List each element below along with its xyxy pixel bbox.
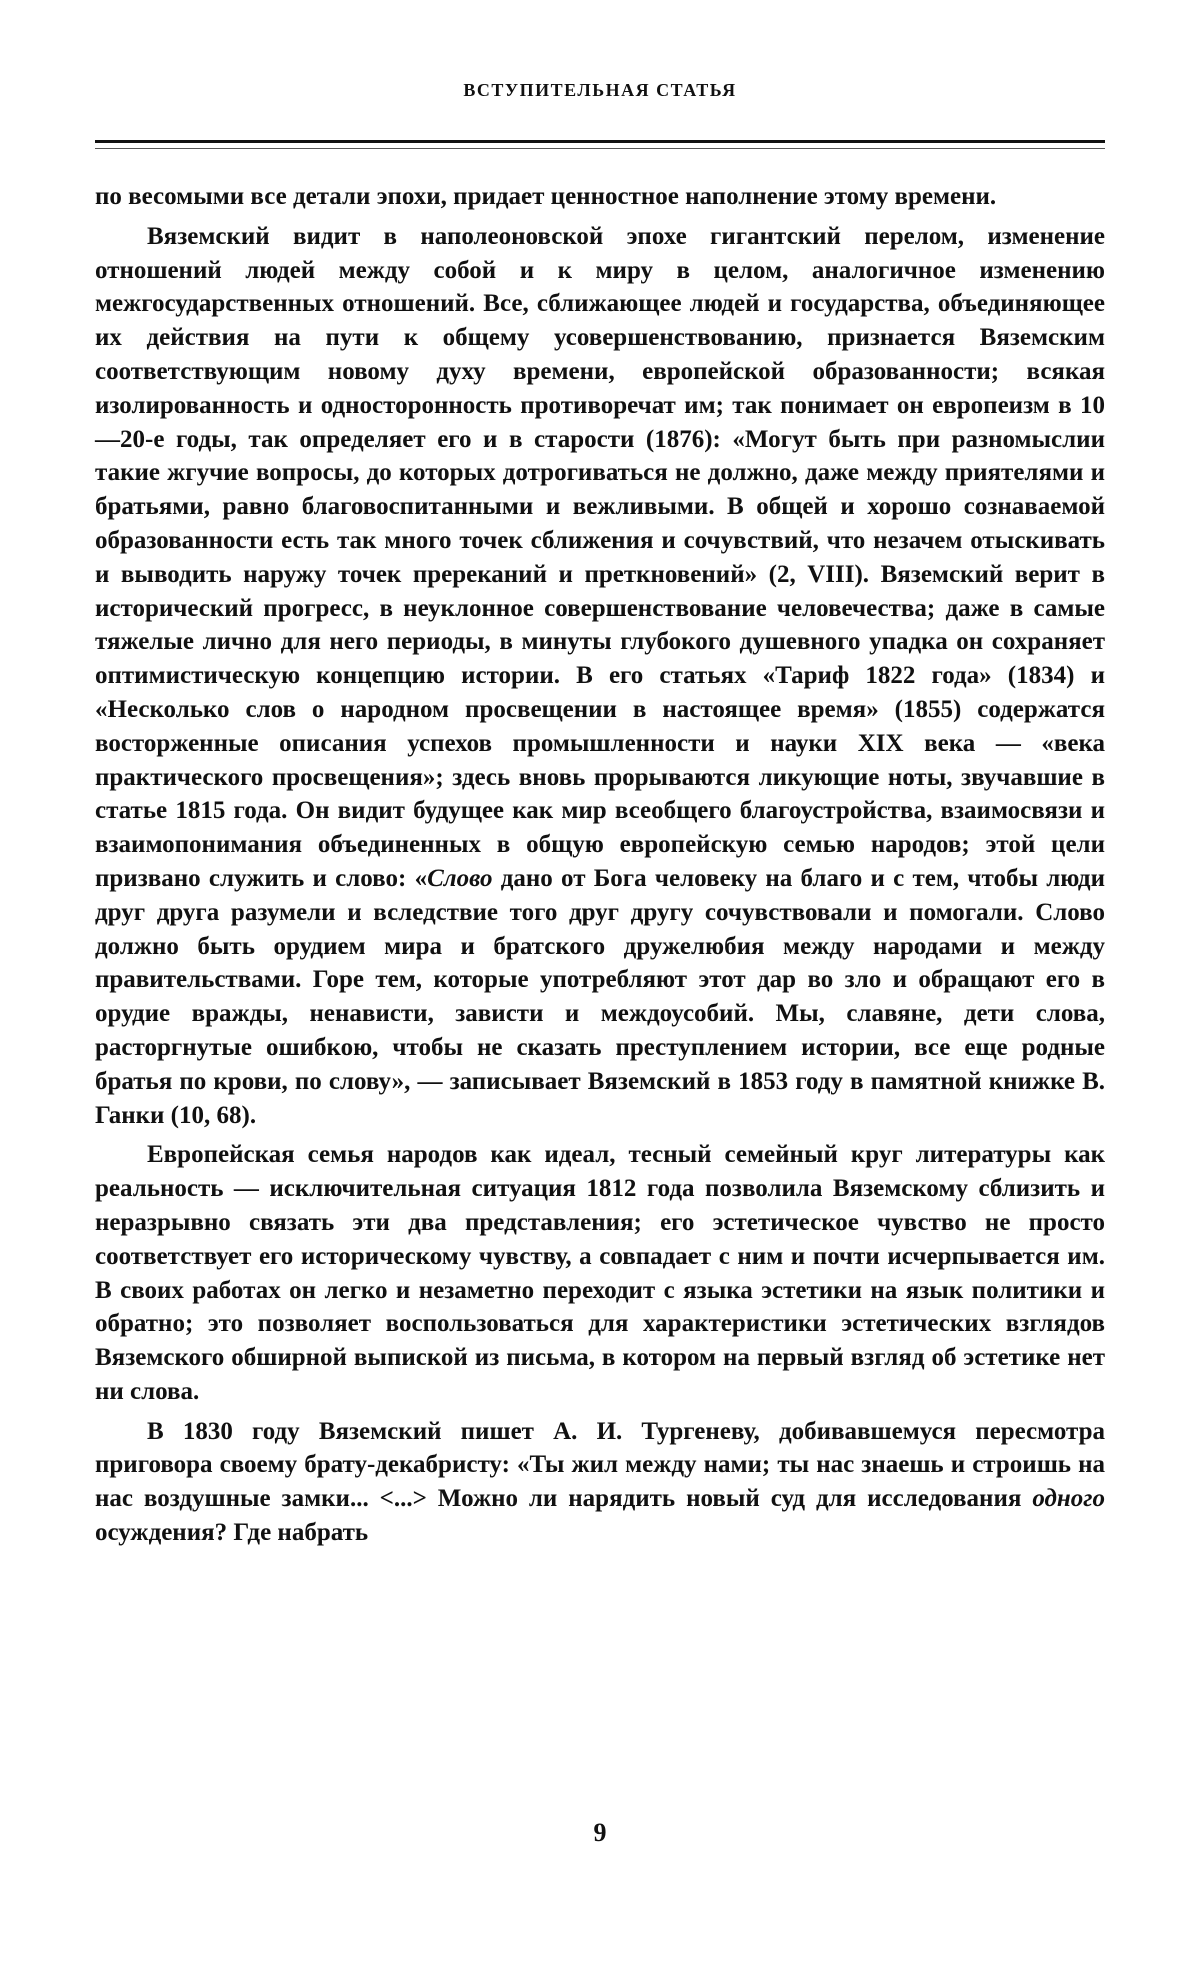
paragraph [95, 1138, 1105, 1408]
paragraph-text: Европейская семья народов как идеал, тесный семейный круг литературы как реальность — исключительная ситуация 1812 года позволила Вяземскому сблизить и неразрывно связать эти два представления; его эстетическое чувство не просто соответствует его историческому чувству, а совпадает с ним и почти исчерпывается им. В своих работах он легко и незаметно переходит с языка эстетики на язык политики и обратно; это позволяет воспользоваться для характеристики эстетических взглядов Вяземского обширной выпиской из письма, в котором на первый взгляд об эстетике нет ни слова. [95, 1141, 1105, 1405]
paragraph-continuation [95, 180, 1105, 214]
running-head: ВСТУПИТЕЛЬНАЯ СТАТЬЯ [463, 80, 737, 100]
paragraph [95, 1415, 1105, 1550]
paragraph-text-after: осуждения? Где набрать [95, 1519, 369, 1547]
paragraph-text-after: дано от Бога человеку на благо и с тем, чтобы люди друг друга разумели и вследствие того друг другу сочувствовали и помогали. Слово должно быть орудием мира и братского дружелюбия между народами и между правительствами. Горе тем, которые употребляют этот дар во зло и обращают его в орудие вражды, ненависти, зависти и междоусобий. Мы, славяне, дети слова, расторгнутые ошибкою, чтобы не сказать преступлением истории, все еще родные братья по крови, по слову», — записывает Вяземский в 1853 году в памятной книжке В. Ганки (10, 68). [95, 864, 1105, 1129]
paragraph [95, 220, 1105, 1133]
header-rule [95, 140, 1105, 143]
paragraph-text: В 1830 году Вяземский пишет А. И. Тургеневу, добивавшемуся пересмотра приговора своему брату-декабристу: «Ты жил между нами; ты нас знаешь и строишь на нас воздушные замки... <...> Можно ли нарядить новый суд для исследования [95, 1417, 1105, 1513]
paragraph-italic: Слово [427, 864, 493, 892]
paragraph-text: Вяземский видит в наполеоновской эпохе гигантский перелом, изменение отношений людей между собой и к миру в целом, аналогичное изменению межгосударственных отношений. Все, сближающее людей и государства, объединяющее их действия на пути к общему усовершенствованию, признается Вяземским соответствующим новому духу времени, европейской образованности; всякая изолированность и односторонность противоречат им; так понимает он европеизм в 10—20-е годы, так определяет его и в старости (1876): «Могут быть при разномыслии такие жгучие вопросы, до которых дотрогиваться не должно, даже между приятелями и братьями, равно благовоспитанными и вежливыми. В общей и хорошо сознаваемой образованности есть так много точек сближения и сочувствий, что незачем отыскивать и выводить наружу точек пререканий и преткновений» (2, VIII). Вяземский верит в исторический прогресс, в неуклонное совершенствование человечества; даже в самые тяжелые лично для него периоды, в минуты глубокого душевного упадка он сохраняет оптимистическую концепцию истории. В его статьях «Тариф 1822 года» (1834) и «Несколько слов о народном просвещении в настоящее время» (1855) содержатся восторженные описания успехов промышленности и науки XIX века — «века практического просвещения»; здесь вновь прорываются ликующие ноты, звучавшие в статье 1815 года. Он видит будущее как мир всеобщего благоустройства, взаимосвязи и взаимопонимания объединенных в общую европейскую семью народов; этой цели призвано служить и слово: « [95, 222, 1105, 892]
paragraph-text: по весомыми все детали эпохи, придает ценностное наполнение этому времени. [95, 183, 997, 210]
body-text [95, 180, 1105, 1550]
paragraph-italic: одного [1032, 1485, 1105, 1513]
header-rule-thin [95, 148, 1105, 149]
page-number: 9 [593, 1818, 607, 1847]
